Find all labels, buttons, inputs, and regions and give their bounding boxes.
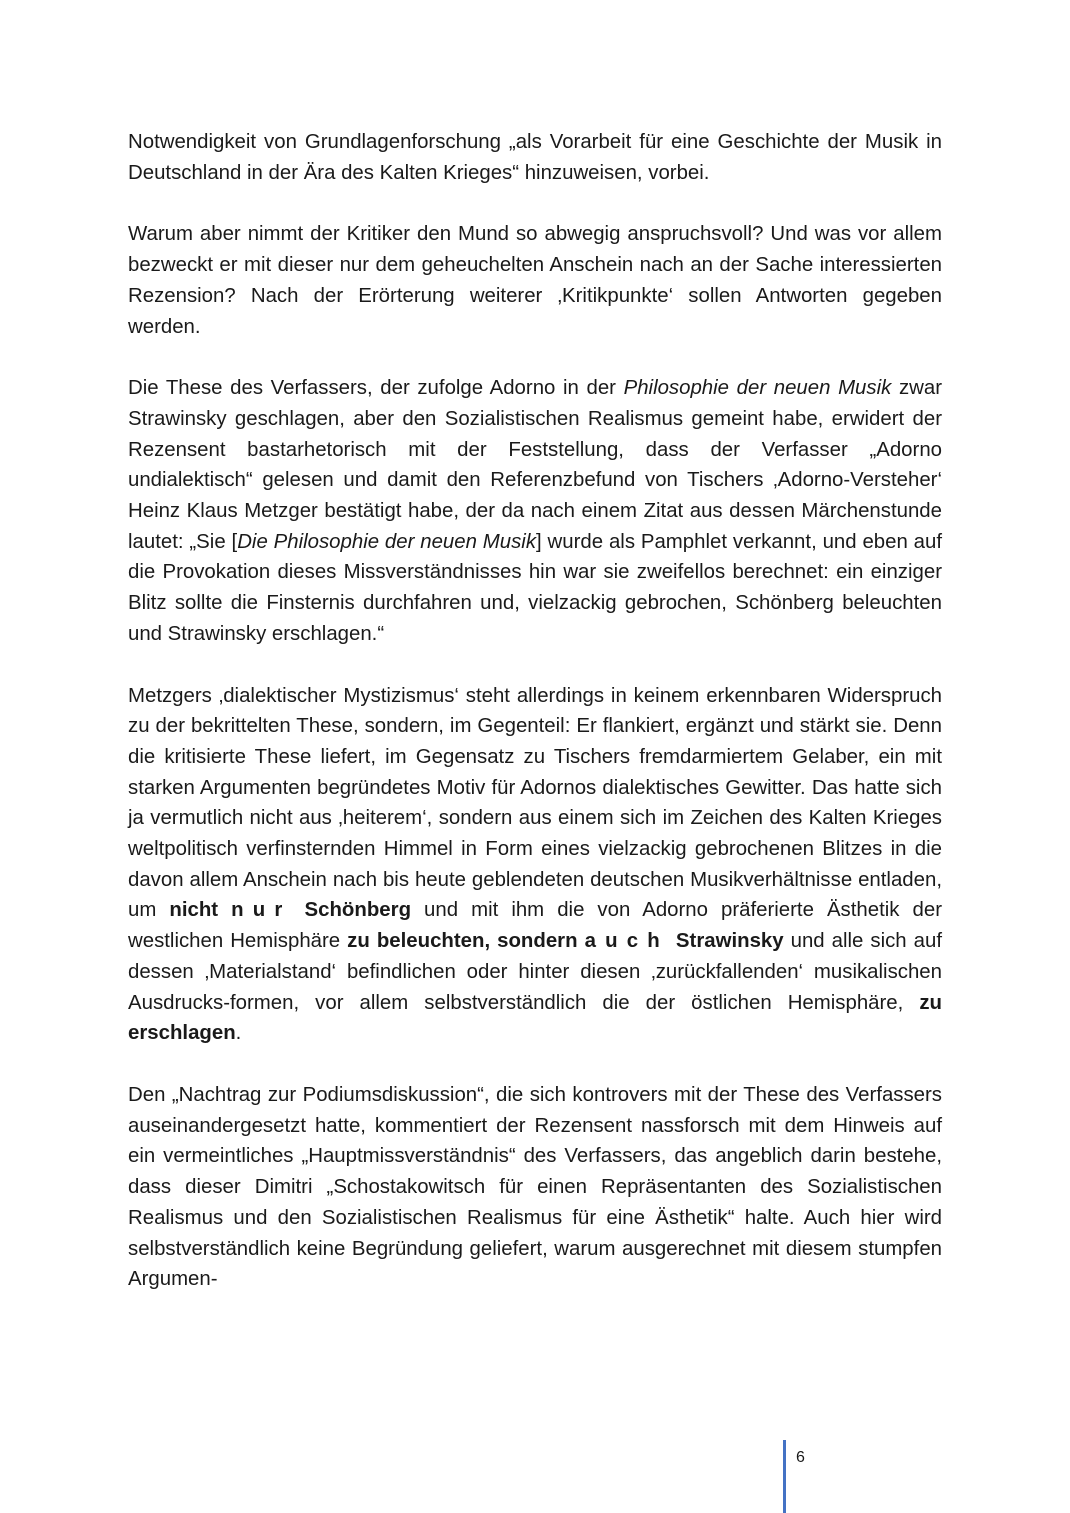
paragraph-2: Warum aber nimmt der Kritiker den Mund so abwegig anspruchsvoll? Und was vor allem bezweckt er mit dieser nur dem geheuchelten Anschein nach an der Sache interessierten Rezension? Nach der Erörterung weiterer ‚Kritikpunkte‘ sollen Antworten gegeben werden.	[128, 223, 942, 338]
paragraph-3-text-1: Die These des Verfassers, der zufolge Adorno in der	[128, 377, 624, 400]
paragraph-4-bold-auch: auch	[584, 930, 669, 953]
paragraph-3-italic-title-2: Die Philosophie der neuen Musik	[237, 530, 537, 553]
document-body	[128, 127, 942, 1326]
paragraph-4	[128, 681, 942, 1049]
paragraph-4-bold-schoenberg: Schönberg	[304, 899, 412, 922]
paragraph-3-italic-title-1: Philosophie der neuen Musik	[623, 377, 892, 400]
paragraph-5: Den „Nachtrag zur Podiumsdiskussion“, die sich kontrovers mit der These des Verfassers auseinandergesetzt hatte, kommentiert der Rezensent nassforsch mit dem Hinweis auf ein vermeintliches „Hauptmissverständnis“ des Verfassers, das angeblich darin bestehe, dass dieser Dimitri „Schostakowitsch für einen Repräsentanten des Sozialistischen Realismus und den Sozialistischen Realismus für eine Ästhetik“ halte. Auch hier wird selbstverständlich keine Begründung geliefert, warum ausgerechnet mit diesem stumpfen Argumen-	[128, 1083, 942, 1291]
paragraph-4-text-2: und mit ihm die von Adorno präferierte Ästhetik der westlichen Hemisphäre	[128, 899, 942, 953]
paragraph-4-bold-strawinsky: Strawinsky	[675, 930, 784, 953]
paragraph-3-text-3: ] wurde als Pamphlet verkannt, und eben auf die Provokation dieses Missverständnisses hin war sie zweifellos berechnet: ein einziger Blitz sollte die Finsternis durchfahren und, vielzackig gebrochen, Schönberg beleuchten und Strawinsky erschlagen.“	[128, 530, 943, 645]
page-number: 6	[796, 1449, 805, 1466]
paragraph-4-text-4: .	[235, 1022, 242, 1045]
footer-vertical-rule	[783, 1440, 786, 1513]
paragraph-4-bold-nur: nur	[231, 899, 292, 922]
paragraph-1: Notwendigkeit von Grundlagenforschung „als Vorarbeit für eine Geschichte der Musik in Deutschland in der Ära des Kalten Krieges“ hinzuweisen, vorbei.	[128, 131, 942, 184]
paragraph-4-bold-zu-erschlagen: zu erschlagen	[128, 991, 942, 1045]
paragraph-3	[128, 373, 942, 649]
paragraph-3-text-2: zwar Strawinsky geschlagen, aber den Sozialistischen Realismus gemeint habe, erwidert der Rezensent bastarhetorisch mit der Feststellung, dass der Verfasser „Adorno undialektisch“ gelesen und damit den Referenzbefund von Tischers ‚Adorno-Versteher‘ Heinz Klaus Metzger bestätigt habe, der da nach einem Zitat aus dessen Märchenstunde lautet: „Sie [	[128, 377, 943, 553]
paragraph-4-bold-zu-beleuchten: zu beleuchten, sondern	[347, 930, 578, 953]
paragraph-4-bold-nicht: nicht	[169, 899, 219, 922]
page-footer	[783, 1440, 843, 1513]
paragraph-4-text-1: Metzgers ‚dialektischer Mystizismus‘ steht allerdings in keinem erkennbaren Widerspruch zu der bekrittelten These, sondern, im Gegenteil: Er flankiert, ergänzt und stärkt sie. Denn die kritisierte These liefert, im Gegensatz zu Tischers fremdarmiertem Gelaber, ein mit starken Argumenten begründetes Motiv für Adornos dialektisches Gewitter. Das hatte sich ja vermutlich nicht aus ‚heiterem‘, sondern aus einem sich im Zeichen des Kalten Krieges weltpolitisch verfinsternden Himmel in Form eines vielzackig gebrochenen Blitzes in die davon allem Anschein nach bis heute geblendeten deutschen Musikverhältnisse entladen, um	[128, 684, 942, 922]
paragraph-4-text-3: und alle sich auf dessen ‚Materialstand‘ befindlichen oder hinter diesen ‚zurückfallenden‘ musikalischen Ausdrucks-formen, vor allem selbstverständlich die der östlichen Hemisphäre,	[128, 930, 942, 1014]
